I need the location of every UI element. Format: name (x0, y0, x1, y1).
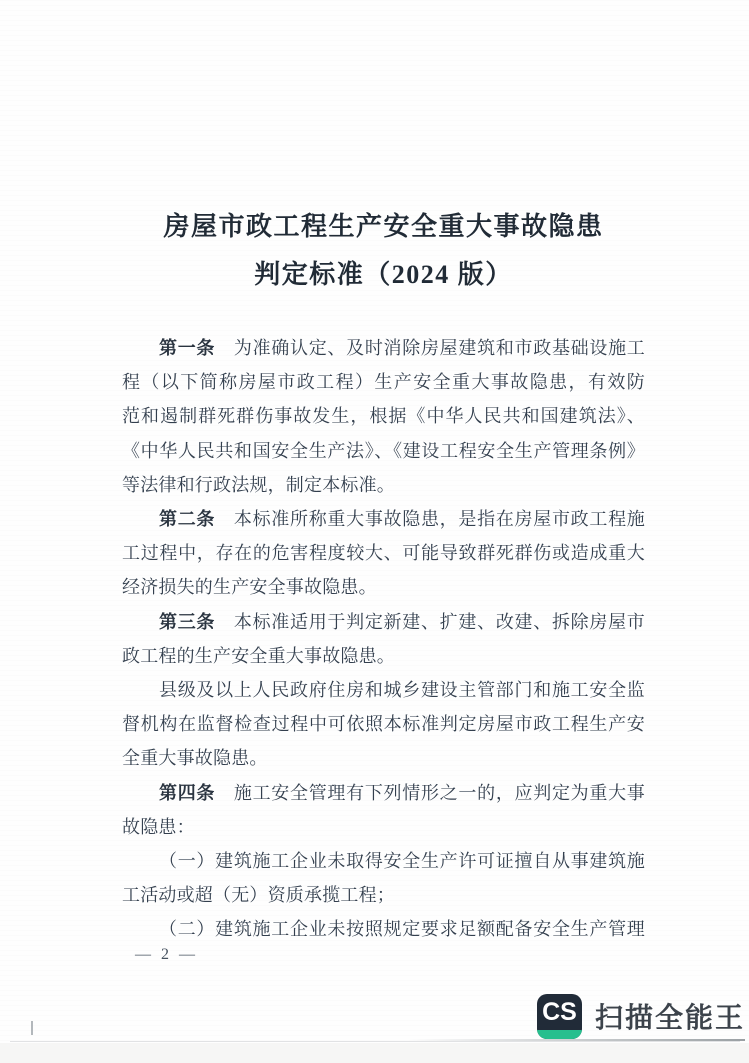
line-text: （一）建筑施工企业未取得安全生产许可证擅自从事建筑施 (159, 851, 645, 872)
page-number: — 2 — (135, 946, 198, 963)
text-line (122, 434, 645, 468)
line-text: 范和遏制群死群伤事故发生，根据《中华人民共和国建筑法》、 (122, 406, 645, 427)
text-line (122, 878, 645, 912)
text-line (122, 605, 645, 639)
line-text: 县级及以上人民政府住房和城乡建设主管部门和施工安全监 (159, 680, 645, 701)
line-text: （二）建筑施工企业未按照规定要求足额配备安全生产管理 (159, 919, 645, 940)
text-line (122, 365, 645, 399)
text-line (122, 536, 645, 570)
line-text: 《中华人民共和国安全生产法》、《建设工程安全生产管理条例》 (122, 440, 645, 461)
camscanner-watermark (537, 993, 745, 1039)
line-text: 经济损失的生产安全事故隐患。 (122, 577, 377, 598)
line-text: 工过程中，存在的危害程度较大、可能导致群死群伤或造成重大 (122, 543, 645, 564)
line-text: 本标准适用于判定新建、扩建、改建、拆除房屋市 (233, 611, 645, 632)
line-text: 等法律和行政法规，制定本标准。 (122, 474, 395, 495)
text-line (122, 776, 645, 810)
text-line (122, 810, 645, 844)
text-line (122, 912, 645, 946)
camscanner-icon-text: CS (542, 997, 577, 1026)
line-text: 故隐患： (122, 816, 195, 837)
text-line (122, 331, 645, 365)
text-line (122, 844, 645, 878)
line-text: 施工安全管理有下列情形之一的，应判定为重大事 (233, 782, 645, 803)
scan-artifact-line (408, 1039, 745, 1041)
clause-number: 第四条 (159, 782, 216, 803)
text-line (122, 707, 645, 741)
camscanner-icon-accent-strip (537, 1030, 582, 1039)
camscanner-label: 扫描全能王 (595, 1002, 746, 1033)
line-text: 工活动或超（无）资质承揽工程； (122, 885, 395, 906)
scan-artifact-tick (31, 1021, 33, 1035)
line-text: 政工程的生产安全重大事故隐患。 (122, 645, 395, 666)
text-line (122, 570, 645, 604)
document-body (122, 331, 645, 947)
line-text: 全重大事故隐患。 (122, 748, 268, 769)
text-line (122, 673, 645, 707)
text-line (122, 502, 645, 536)
line-text: 督机构在监督检查过程中可依照本标准判定房屋市政工程生产安 (122, 714, 645, 735)
text-line (122, 468, 645, 502)
document-title-line1: 房屋市政工程生产安全重大事故隐患 (163, 212, 604, 241)
scan-bottom-shadow (0, 1043, 749, 1063)
camscanner-icon (537, 994, 582, 1039)
line-text: 程（以下简称房屋市政工程）生产安全重大事故隐患，有效防 (122, 372, 645, 393)
clause-number: 第二条 (159, 509, 216, 530)
scan-artifact-line-faint (10, 1041, 740, 1042)
text-line (122, 399, 645, 433)
line-text: 为准确认定、及时消除房屋建筑和市政基础设施工 (233, 338, 645, 358)
text-line (122, 639, 645, 673)
line-text: 本标准所称重大事故隐患，是指在房屋市政工程施 (233, 509, 645, 530)
clause-number: 第三条 (159, 611, 216, 632)
document-title-line2: 判定标准（2024 版） (254, 260, 513, 289)
clause-number: 第一条 (159, 338, 216, 358)
text-line (122, 741, 645, 775)
